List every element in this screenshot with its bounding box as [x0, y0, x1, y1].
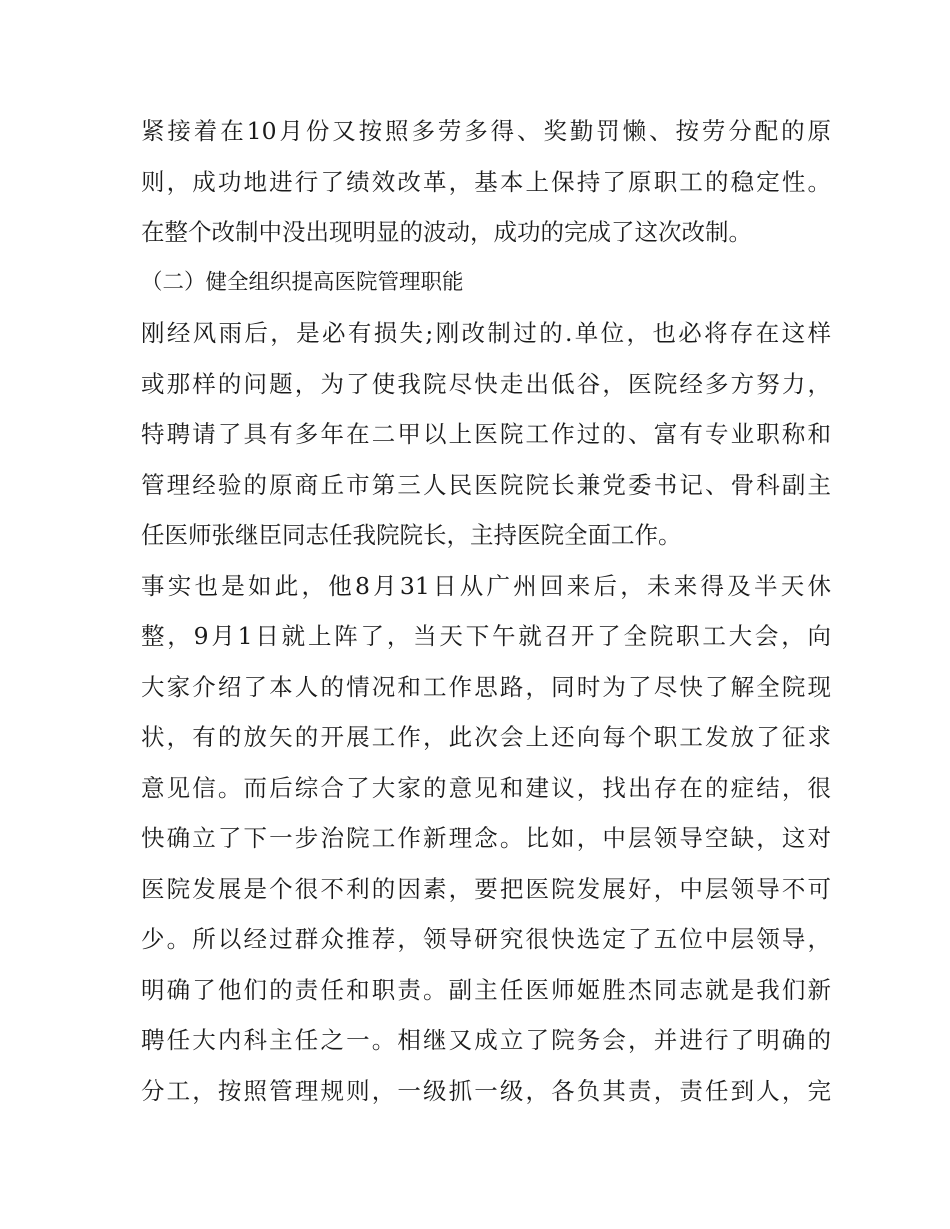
- paragraph-3-line-10: 聘任大内科主任之一。相继又成立了院务会，并进行了明确的: [141, 1026, 831, 1054]
- paragraph-3-line-3: 大家介绍了本人的情况和工作思路，同时为了尽快了解全院现: [141, 672, 831, 701]
- paragraph-3-line-6: 快确立了下一步治院工作新理念。比如，中层领导空缺，这对: [141, 824, 831, 852]
- paragraph-2-line-2: 或那样的问题，为了使我院尽快走出低谷，医院经多方努力，: [141, 369, 831, 398]
- body-text: [141, 106, 831, 1116]
- paragraph-2-line-1: 刚经风雨后，是必有损失;刚改制过的.单位，也必将存在这样: [141, 319, 831, 347]
- paragraph-3-line-2: 整，9月1日就上阵了，当天下午就召开了全院职工大会，向: [141, 622, 831, 650]
- paragraph-1-line-1: 紧接着在10月份又按照多劳多得、奖勤罚懒、按劳分配的原: [141, 117, 831, 145]
- paragraph-3-line-7: 医院发展是个很不利的因素，要把医院发展好，中层领导不可: [141, 874, 831, 903]
- paragraph-1-line-2: 则，成功地进行了绩效改革，基本上保持了原职工的稳定性。: [141, 167, 831, 196]
- paragraph-3-line-11: 分工，按照管理规则，一级抓一级，各负其责，责任到人，完: [141, 1076, 831, 1105]
- paragraph-2-line-5: 任医师张继臣同志任我院院长，主持医院全面工作。: [141, 521, 682, 549]
- paragraph-3-line-4: 状，有的放矢的开展工作，此次会上还向每个职工发放了征求: [141, 723, 831, 751]
- paragraph-2-line-3: 特聘请了具有多年在二甲以上医院工作过的、富有专业职称和: [141, 420, 831, 448]
- paragraph-1-line-3: 在整个改制中没出现明显的波动，成功的完成了这次改制。: [141, 218, 752, 246]
- section-heading: （二）健全组织提高医院管理职能: [141, 269, 464, 295]
- paragraph-3-line-8: 少。所以经过群众推荐，领导研究很快选定了五位中层领导，: [141, 925, 831, 953]
- paragraph-3-line-5: 意见信。而后综合了大家的意见和建议，找出存在的症结，很: [141, 773, 831, 802]
- paragraph-2-line-4: 管理经验的原商丘市第三人民医院院长兼党委书记、骨科副主: [141, 470, 831, 499]
- paragraph-3-line-1: 事实也是如此，他8月31日从广州回来后，未来得及半天休: [141, 571, 831, 600]
- paragraph-3-line-9: 明确了他们的责任和职责。副主任医师姬胜杰同志就是我们新: [141, 975, 831, 1004]
